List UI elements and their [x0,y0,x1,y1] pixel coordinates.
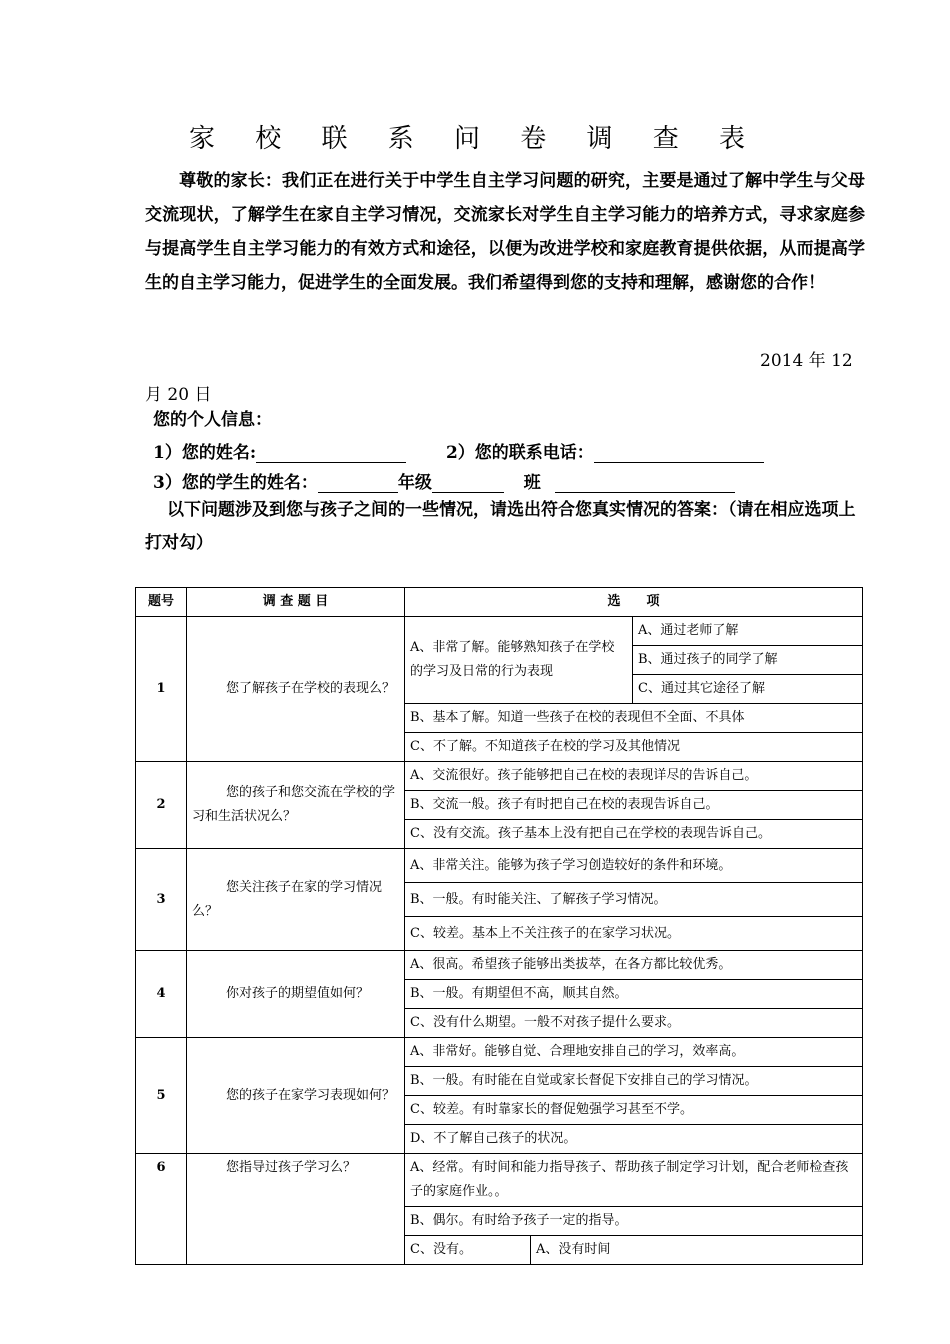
q5-question: 您的孩子在家学习表现如何？ [187,1038,405,1154]
q6-option-a[interactable]: A、经常。有时间和能力指导孩子、帮助孩子制定学习计划，配合老师检查孩子的家庭作业。。 [405,1154,863,1207]
q1-option-a-sub-3[interactable]: C、通过其它途径了解 [633,675,863,704]
q4-num: 4 [136,951,187,1038]
q1-option-c[interactable]: C、不了解。不知道孩子在校的学习及其他情况 [405,733,863,762]
q2-option-b[interactable]: B、交流一般。孩子有时把自己在校的表现告诉自己。 [405,791,863,820]
personal-row-2 [153,468,735,493]
q5-option-a[interactable]: A、非常好。能够自觉、合理地安排自己的学习，效率高。 [405,1038,863,1067]
personal-info-heading: 您的个人信息： [153,410,272,430]
q4-option-b[interactable]: B、一般。有期望但不高，顺其自然。 [405,980,863,1009]
table-row [136,951,863,980]
name-field[interactable] [256,444,406,463]
page-title: 家 校 联 系 问 卷 调 查 表 [188,124,762,154]
table-row [136,1038,863,1067]
q3-option-c[interactable]: C、较差。基本上不关注孩子的在家学习状况。 [405,917,863,951]
header-options: 选 项 [405,588,863,617]
table-row [136,1154,863,1207]
instruction-paragraph [145,494,865,560]
intro-text: 尊敬的家长：我们正在进行关于中学生自主学习问题的研究，主要是通过了解中学生与父母交流现状，了解学生在家自主学习情况，交流家长对学生自主学习能力的培养方式，寻求家庭参与提高学生自主学习能力的有效方式和途径，以便为改进学校和家庭教育提供依据，从而提高学生的自主学习能力，促进学生的全面发展。我们希望得到您的支持和理解，感谢您的合作！ [145,171,865,293]
phone-label: 2）您的联系电话： [445,443,594,463]
student-name-label: 3）您的学生的姓名： [153,473,318,493]
date-line-1: 2014 年 12 [760,351,853,371]
header-question: 调 查 题 目 [187,588,405,617]
q1-option-a-sub-2[interactable]: B、通过孩子的同学了解 [633,646,863,675]
q2-num: 2 [136,762,187,849]
q5-option-d[interactable]: D、不了解自己孩子的状况。 [405,1125,863,1154]
table-row [136,762,863,791]
q1-num: 1 [136,617,187,762]
q2-option-a[interactable]: A、交流很好。孩子能够把自己在校的表现详尽的告诉自己。 [405,762,863,791]
intro-paragraph [145,164,865,300]
table-row [136,617,863,646]
student-name-field[interactable] [318,474,398,493]
q2-question: 您的孩子和您交流在学校的学习和生活状况么？ [187,762,405,849]
class-label: 班 [523,473,541,493]
q4-question: 你对孩子的期望值如何？ [187,951,405,1038]
grade-field[interactable] [432,474,504,493]
table-header-row [136,588,863,617]
name-label: 1）您的姓名: [153,443,257,463]
q1-question: 您了解孩子在学校的表现么？ [187,617,405,762]
q3-question: 您关注孩子在家的学习情况么？ [187,849,405,951]
q6-question: 您指导过孩子学习么？ [187,1154,405,1265]
grade-label: 年级 [397,473,432,493]
q6-option-c[interactable]: C、没有。 [405,1236,531,1265]
header-num: 题号 [136,588,187,617]
q3-option-b[interactable]: B、一般。有时能关注、了解孩子学习情况。 [405,883,863,917]
q3-num: 3 [136,849,187,951]
q5-num: 5 [136,1038,187,1154]
q2-option-c[interactable]: C、没有交流。孩子基本上没有把自己在学校的表现告诉自己。 [405,820,863,849]
q3-option-a[interactable]: A、非常关注。能够为孩子学习创造较好的条件和环境。 [405,849,863,883]
q1-option-a-sub-1[interactable]: A、通过老师了解 [633,617,863,646]
instruction-text: 以下问题涉及到您与孩子之间的一些情况，请选出符合您真实情况的答案：（请在相应选项上打对勾） [145,500,856,553]
q1-option-b[interactable]: B、基本了解。知道一些孩子在校的表现但不全面、不具体 [405,704,863,733]
q1-option-a[interactable]: A、非常了解。能够熟知孩子在学校的学习及日常的行为表现 [405,617,633,704]
phone-field[interactable] [594,444,764,463]
q5-option-b[interactable]: B、一般。有时能在自觉或家长督促下安排自己的学习情况。 [405,1067,863,1096]
date-line-2: 月 20 日 [145,385,212,405]
q6-option-b[interactable]: B、偶尔。有时给予孩子一定的指导。 [405,1207,863,1236]
q6-option-c-sub-1[interactable]: A、没有时间 [531,1236,863,1265]
table-row [136,849,863,883]
q5-option-c[interactable]: C、较差。有时靠家长的督促勉强学习甚至不学。 [405,1096,863,1125]
q4-option-a[interactable]: A、很高。希望孩子能够出类拔萃，在各方都比较优秀。 [405,951,863,980]
survey-table [135,587,863,1265]
class-field[interactable] [555,474,735,493]
personal-row-1 [153,438,764,463]
q6-num: 6 [136,1154,187,1265]
q4-option-c[interactable]: C、没有什么期望。一般不对孩子提什么要求。 [405,1009,863,1038]
